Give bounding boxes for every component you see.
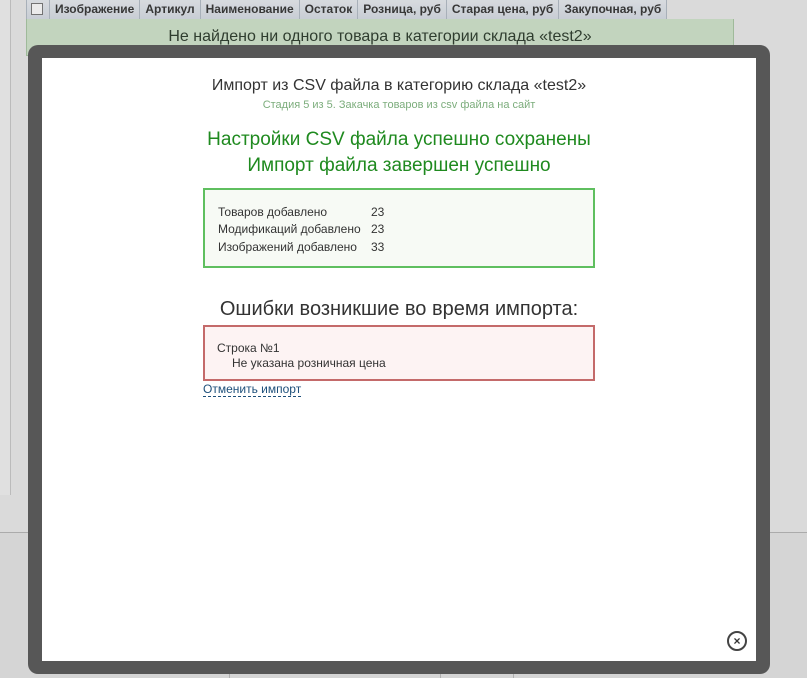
close-icon[interactable]: × (727, 631, 747, 651)
stat-value: 23 (371, 205, 385, 219)
stat-label: Модификаций добавлено (218, 222, 361, 236)
cancel-import-link[interactable]: Отменить импорт (203, 382, 302, 396)
modal-subtitle: Стадия 5 из 5. Закачка товаров из csv файла на сайт (262, 99, 536, 111)
column-header-stock[interactable]: Остаток (300, 0, 359, 19)
column-header-purchase-price[interactable]: Закупочная, руб (564, 2, 662, 16)
error-box (203, 325, 595, 381)
import-stats-box (203, 188, 595, 268)
success-message-import: Импорт файла завершен успешно (247, 155, 551, 176)
column-header-name[interactable]: Наименование (201, 0, 300, 19)
success-message-settings: Настройки CSV файла успешно сохранены (207, 129, 591, 150)
import-modal (42, 58, 756, 661)
column-header-article[interactable]: Артикул (140, 0, 200, 19)
modal-title: Импорт из CSV файла в категорию склада «test2» (211, 77, 587, 94)
column-header-image[interactable]: Изображение (50, 0, 140, 19)
stat-label: Изображений добавлено (218, 240, 357, 254)
errors-heading: Ошибки возникшие во время импорта: (219, 298, 579, 320)
error-message: Не указана розничная цена (232, 356, 386, 370)
error-row-number: Строка №1 (217, 341, 280, 355)
empty-table-message: Не найдено ни одного товара в категории склада «test2» (26, 19, 734, 56)
column-header-retail-price[interactable]: Розница, руб (358, 0, 447, 19)
stat-value: 33 (371, 240, 385, 254)
stat-value: 23 (371, 222, 385, 236)
column-header-old-price[interactable]: Старая цена, руб (447, 0, 559, 19)
stat-label: Товаров добавлено (218, 205, 328, 219)
